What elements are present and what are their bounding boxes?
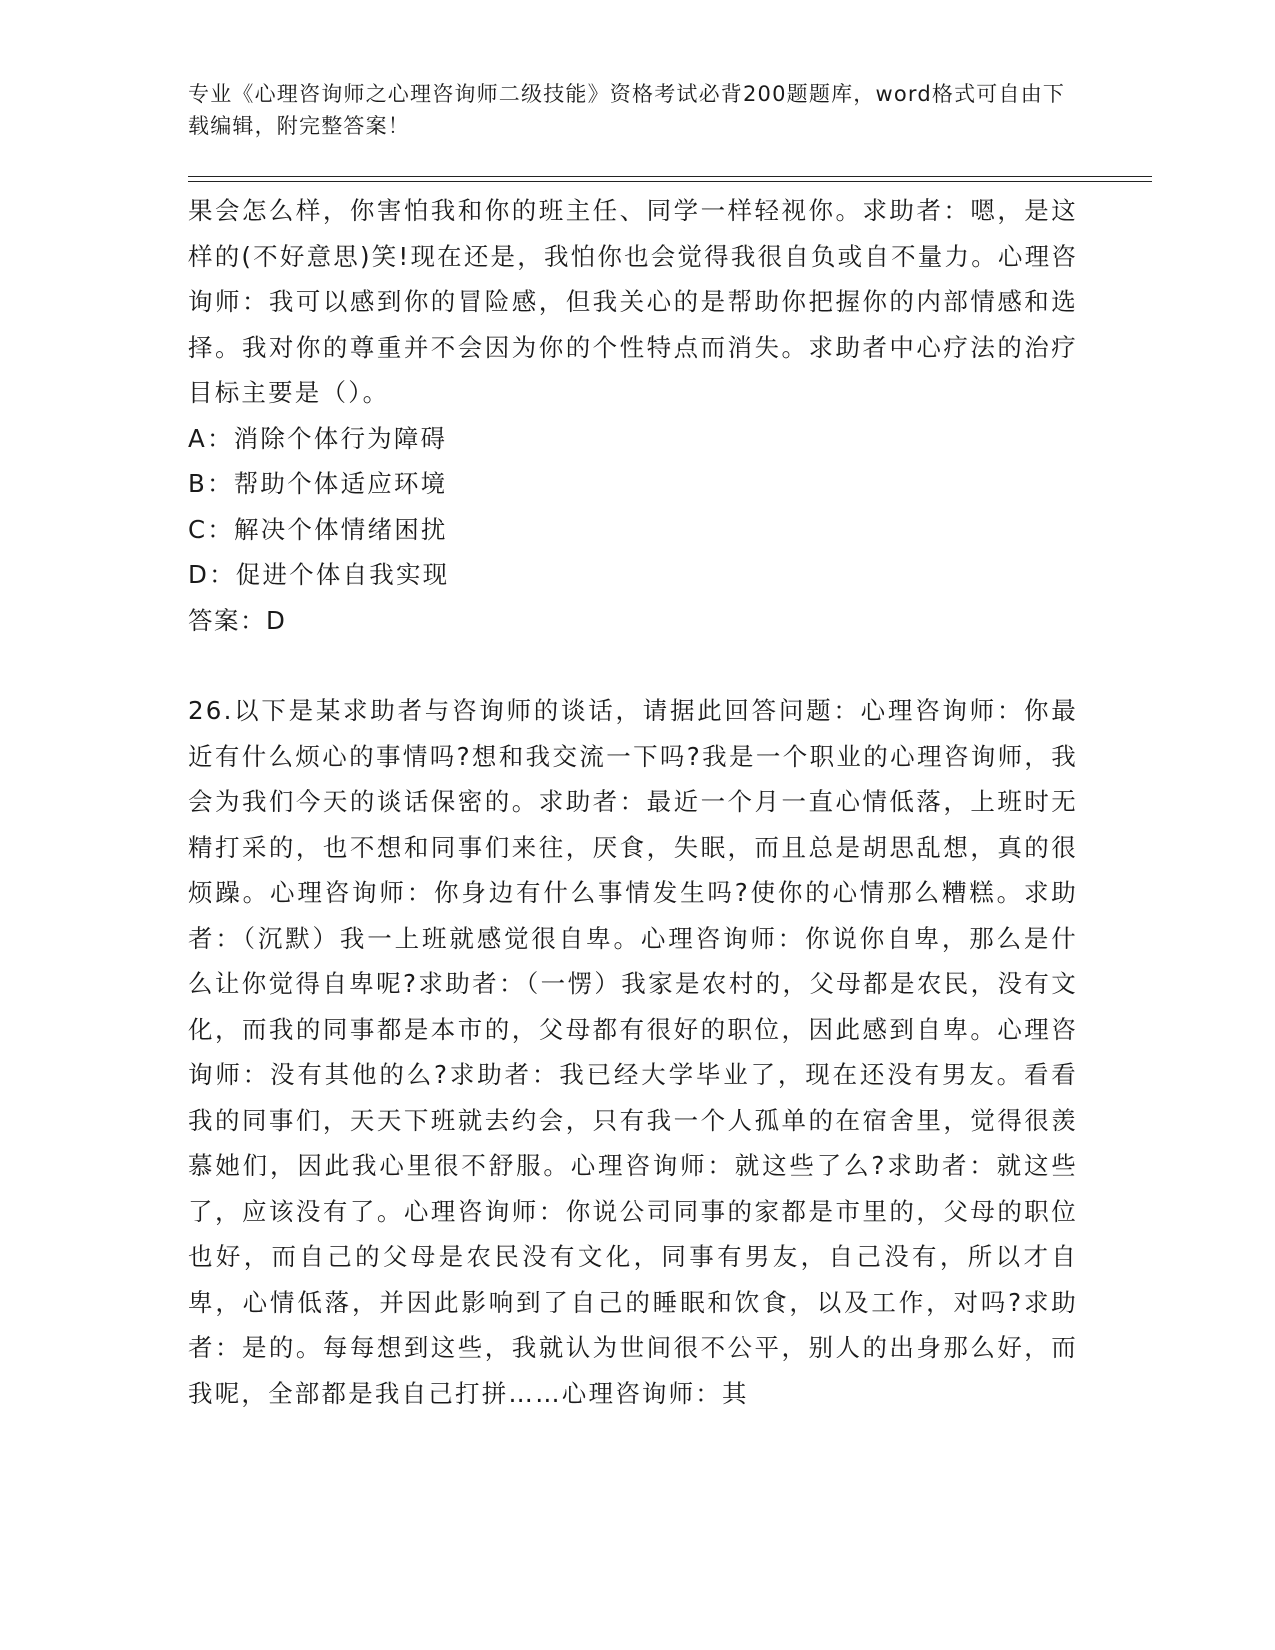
document-body	[188, 188, 1078, 1416]
header-divider-bottom	[188, 181, 1152, 182]
option-a: A：消除个体行为障碍	[188, 423, 448, 453]
page-header	[188, 78, 1068, 142]
option-d: D：促进个体自我实现	[188, 560, 450, 589]
option-b: B：帮助个体适应环境	[188, 469, 448, 498]
question-25-options	[188, 416, 1078, 598]
spacer	[188, 643, 1078, 688]
option-c: C：解决个体情绪困扰	[188, 514, 448, 544]
header-title: 专业《心理咨询师之心理咨询师二级技能》资格考试必背200题题库，word格式可自由下载编辑，附完整答案！	[188, 82, 1066, 138]
question-25-text: 果会怎么样，你害怕我和你的班主任、同学一样轻视你。求助者：嗯，是这样的(不好意思)笑!现在还是，我怕你也会觉得我很自负或自不量力。心理咨询师：我可以感到你的冒险感，但我关心的是帮助你把握你的内部情感和选择。我对你的尊重并不会因为你的个性特点而消失。求助者中心疗法的治疗目标主要是（）。	[188, 196, 1078, 407]
question-26-text: 26.以下是某求助者与咨询师的谈话，请据此回答问题：心理咨询师：你最近有什么烦心的事情吗?想和我交流一下吗?我是一个职业的心理咨询师，我会为我们今天的谈话保密的。求助者：最近一个月一直心情低落，上班时无精打采的，也不想和同事们来往，厌食，失眠，而且总是胡思乱想，真的很烦躁。心理咨询师：你身边有什么事情发生吗?使你的心情那么糟糕。求助者：（沉默）我一上班就感觉很自卑。心理咨询师：你说你自卑，那么是什么让你觉得自卑呢?求助者：（一愣）我家是农村的，父母都是农民，没有文化，而我的同事都是本市的，父母都有很好的职位，因此感到自卑。心理咨询师：没有其他的么?求助者：我已经大学毕业了，现在还没有男友。看看我的同事们，天天下班就去约会，只有我一个人孤单的在宿舍里，觉得很羡慕她们，因此我心里很不舒服。心理咨询师：就这些了么?求助者：就这些了，应该没有了。心理咨询师：你说公司同事的家都是市里的，父母的职位也好，而自己的父母是农民没有文化，同事有男友，自己没有，所以才自卑，心情低落，并因此影响到了自己的睡眠和饮食，以及工作，对吗?求助者：是的。每每想到这些，我就认为世间很不公平，别人的出身那么好，而我呢，全部都是我自己打拼……心理咨询师：其	[188, 696, 1078, 1408]
header-divider-top	[188, 176, 1152, 177]
question-25-answer: 答案：D	[188, 605, 287, 635]
